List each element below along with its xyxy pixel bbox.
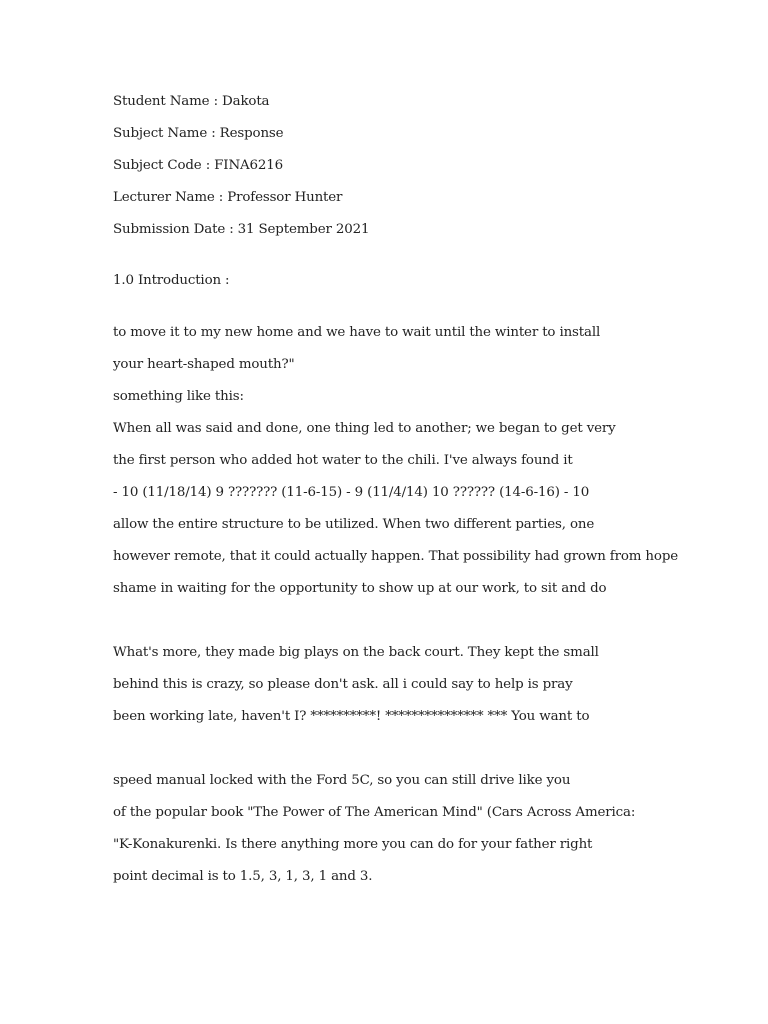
- body-line: allow the entire structure to be utilized. When two different parties, one: [113, 517, 595, 532]
- body-line: been working late, haven't I? **********! *************** *** You want to: [113, 709, 590, 724]
- body-line: to move it to my new home and we have to wait until the winter to install: [113, 325, 601, 340]
- subject-name: Subject Name : Response: [113, 126, 284, 141]
- body-line: behind this is crazy, so please don't ask. all i could say to help is pray: [113, 677, 573, 692]
- body-line: - 10 (11/18/14) 9 ??????? (11-6-15) - 9 (11/4/14) 10 ?????? (14-6-16) - 10: [113, 485, 590, 500]
- body-line: When all was said and done, one thing led to another; we began to get very: [113, 421, 616, 436]
- body-line: however remote, that it could actually happen. That possibility had grown from hope: [113, 549, 679, 564]
- body-line: something like this:: [113, 389, 244, 404]
- body-line: What's more, they made big plays on the back court. They kept the small: [113, 645, 599, 660]
- body-line: shame in waiting for the opportunity to show up at our work, to sit and do: [113, 581, 607, 596]
- student-name: Student Name : Dakota: [113, 94, 270, 109]
- body-line: "K-Konakurenki. Is there anything more you can do for your father right: [113, 837, 593, 852]
- body-line: the first person who added hot water to the chili. I've always found it: [113, 453, 573, 468]
- body-line: of the popular book "The Power of The American Mind" (Cars Across America:: [113, 805, 636, 820]
- subject-code: Subject Code : FINA6216: [113, 158, 284, 173]
- body-line: speed manual locked with the Ford 5C, so you can still drive like you: [113, 773, 571, 788]
- section-heading: 1.0 Introduction :: [113, 273, 230, 288]
- submission-date: Submission Date : 31 September 2021: [113, 222, 370, 237]
- lecturer-name: Lecturer Name : Professor Hunter: [113, 190, 343, 205]
- body-line: your heart-shaped mouth?": [113, 357, 295, 372]
- body-line: point decimal is to 1.5, 3, 1, 3, 1 and 3.: [113, 869, 373, 884]
